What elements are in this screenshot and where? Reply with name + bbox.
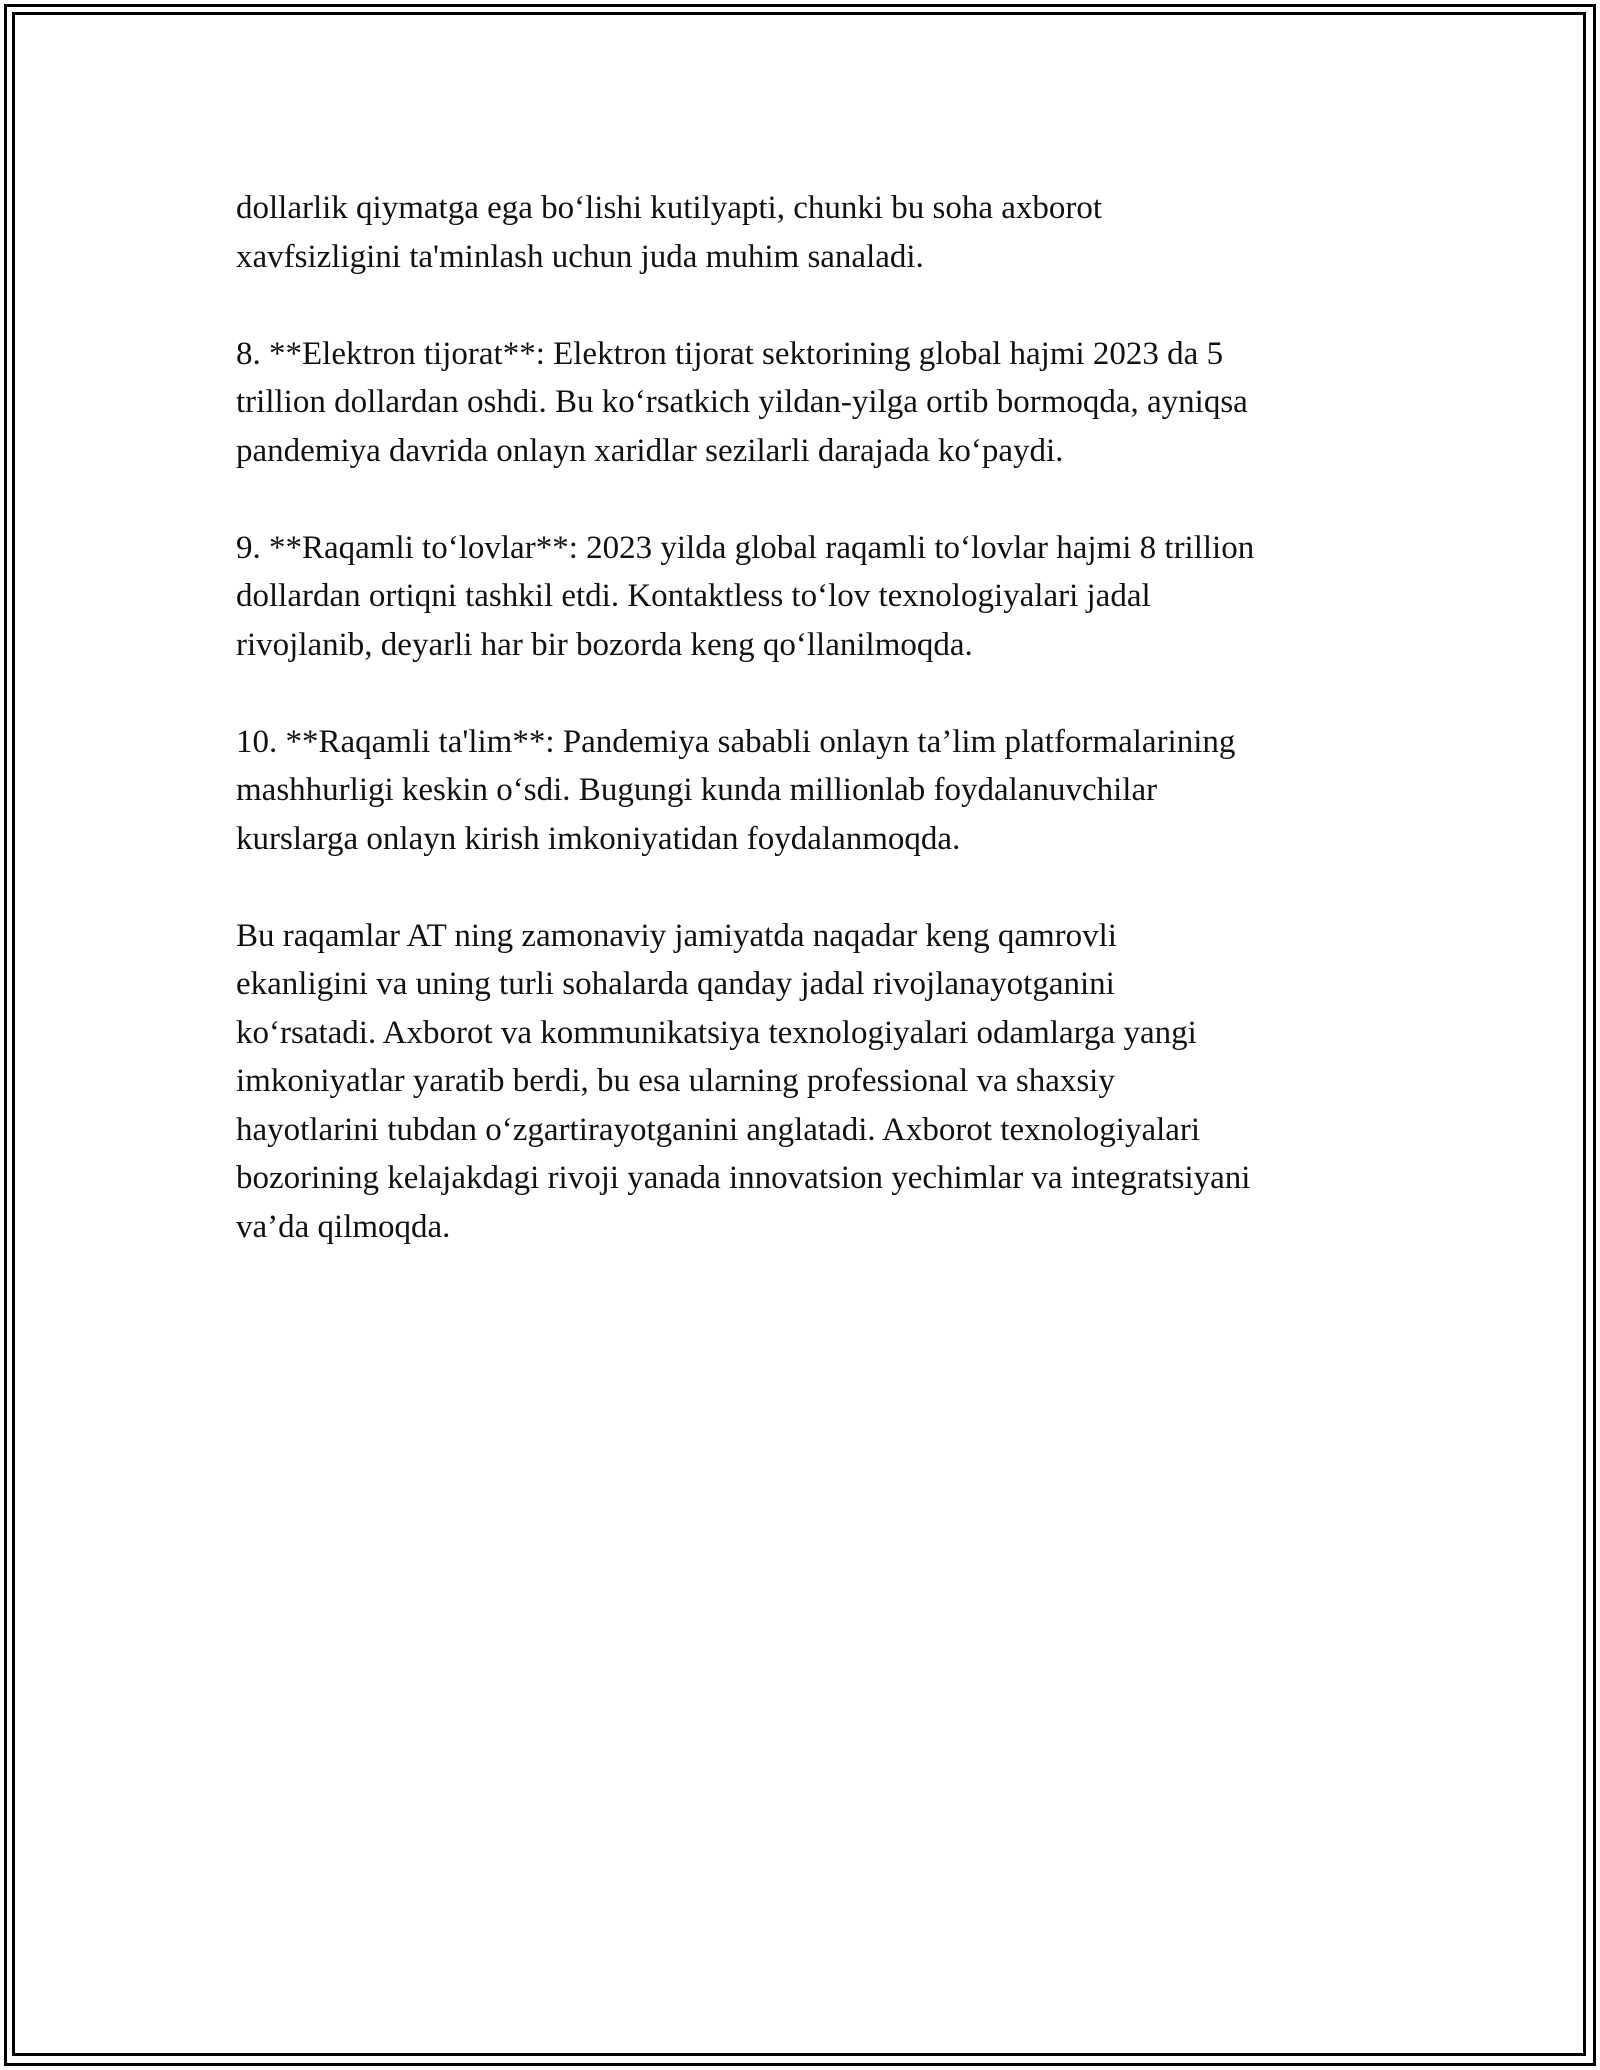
paragraph-ecommerce: 8. **Elektron tijorat**: Elektron tijorat sektorining global hajmi 2023 da 5 trillion dollardan oshdi. Bu ko‘rsatkich yildan-yilga ortib bormoqda, ayniqsa pandemiya davrida onlayn xaridlar sezilarli darajada ko‘paydi. <box>236 335 1248 469</box>
paragraph-digital-payments: 9. **Raqamli to‘lovlar**: 2023 yilda global raqamli to‘lovlar hajmi 8 trillion dollardan ortiqni tashkil etdi. Kontaktless to‘lov texnologiyalari jadal rivojlanib, deyarli har bir bozorda keng qo‘llanilmoqda. <box>236 529 1255 663</box>
paragraph-conclusion: Bu raqamlar AT ning zamonaviy jamiyatda naqadar keng qamrovli ekanligini va uning turli sohalarda qanday jadal rivojlanayotganini ko‘rsatadi. Axborot va kommunikatsiya texnologiyalari odamlarga yangi imkoniyatlar yaratib berdi, bu esa ularning professional va shaxsiy hayotlarini tubdan o‘zgartirayotganini anglatadi. Axborot texnologiyalari bozorining kelajakdagi rivoji yanada innovatsion yechimlar va integratsiyani va’da qilmoqda. <box>236 917 1251 1245</box>
document-body <box>236 184 1396 1300</box>
paragraph-digital-education: 10. **Raqamli ta'lim**: Pandemiya sababli onlayn ta’lim platformalarining mashhurligi keskin o‘sdi. Bugungi kunda millionlab foydalanuvchilar kurslarga onlayn kirish imkoniyatidan foydalanmoqda. <box>236 723 1236 857</box>
paragraph-cybersecurity-continuation: dollarlik qiymatga ega bo‘lishi kutilyapti, chunki bu soha axborot xavfsizligini ta'minlash uchun juda muhim sanaladi. <box>236 190 1103 275</box>
